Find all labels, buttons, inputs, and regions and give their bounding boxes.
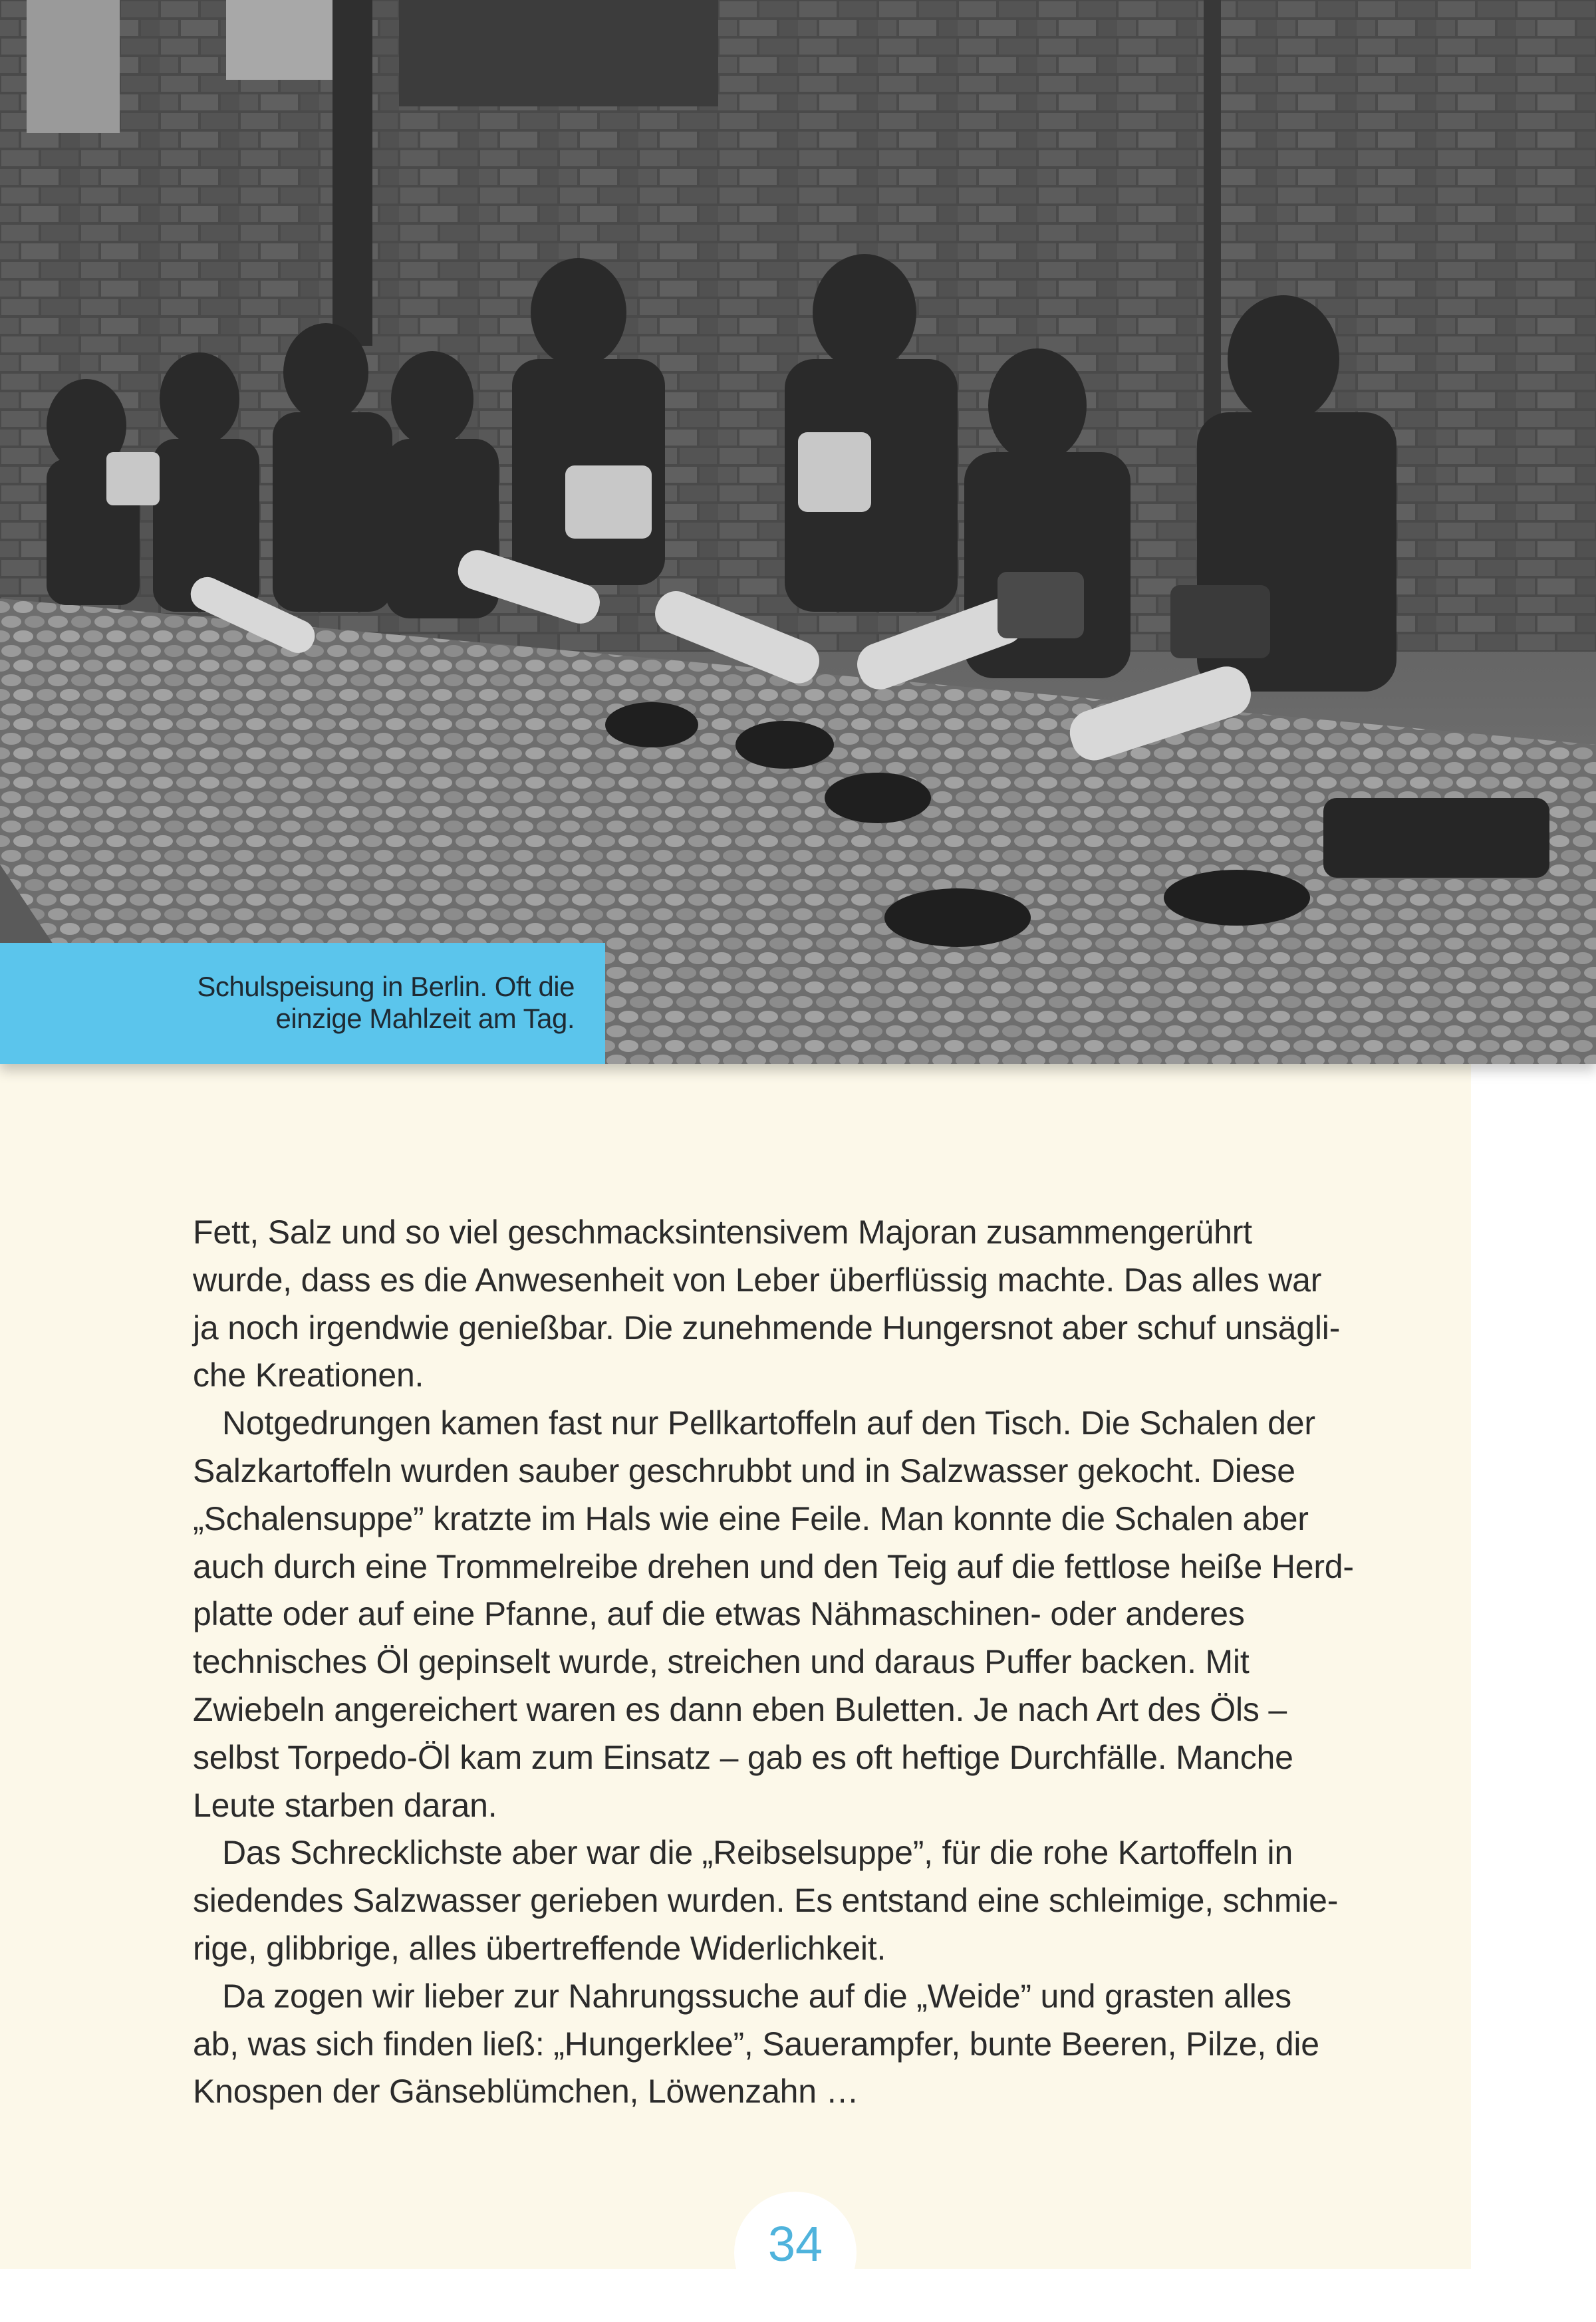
body-line: technisches Öl gepinselt wurde, streichen und daraus Puffer backen. Mit bbox=[193, 1643, 1250, 1681]
body-line: auch durch eine Trommelreibe drehen und den Teig auf die fettlose heiße Herd- bbox=[193, 1547, 1354, 1585]
body-line: Leute starben daran. bbox=[193, 1786, 497, 1824]
caption-line-2: einzige Mahlzeit am Tag. bbox=[275, 1003, 575, 1034]
body-line: ja noch irgendwie genießbar. Die zunehmende Hungersnot aber schuf unsägli- bbox=[193, 1309, 1341, 1347]
body-line: Zwiebeln angereichert waren es dann eben Buletten. Je nach Art des Öls – bbox=[193, 1690, 1287, 1728]
body-line: rige, glibbrige, alles übertreffende Widerlichkeit. bbox=[193, 1929, 886, 1967]
photo-caption bbox=[0, 943, 605, 1064]
body-line: platte oder auf eine Pfanne, auf die etwas Nähmaschinen- oder anderes bbox=[193, 1595, 1245, 1633]
body-line: selbst Torpedo-Öl kam zum Einsatz – gab es oft heftige Durchfälle. Manche bbox=[193, 1738, 1293, 1776]
body-line: Notgedrungen kamen fast nur Pellkartoffeln auf den Tisch. Die Schalen der bbox=[222, 1404, 1315, 1442]
caption-line-1: Schulspeisung in Berlin. Oft die bbox=[197, 971, 575, 1002]
body-line: Das Schrecklichste aber war die „Reibselsuppe”, für die rohe Kartoffeln in bbox=[222, 1834, 1293, 1872]
body-text bbox=[193, 1209, 1410, 2116]
body-line: Salzkartoffeln wurden sauber geschrubbt und in Salzwasser gekocht. Diese bbox=[193, 1452, 1295, 1489]
body-line: siedendes Salzwasser gerieben wurden. Es entstand eine schleimige, schmie- bbox=[193, 1882, 1339, 1920]
body-line: Da zogen wir lieber zur Nahrungssuche auf die „Weide” und grasten alles bbox=[222, 1977, 1291, 2015]
body-line: wurde, dass es die Anwesenheit von Leber überflüssig machte. Das alles war bbox=[193, 1261, 1322, 1299]
photo-school-meal bbox=[0, 0, 1596, 1064]
body-line: Fett, Salz und so viel geschmacksintensivem Majoran zusammengerührt bbox=[193, 1214, 1252, 1251]
body-line: Knospen der Gänseblümchen, Löwenzahn … bbox=[193, 2073, 859, 2111]
page-number: 34 bbox=[767, 2216, 823, 2271]
body-line: „Schalensuppe” kratzte im Hals wie eine Feile. Man konnte die Schalen aber bbox=[193, 1499, 1309, 1537]
body-line: che Kreationen. bbox=[193, 1356, 424, 1394]
body-line: ab, was sich finden ließ: „Hungerklee”, Sauerampfer, bunte Beeren, Pilze, die bbox=[193, 2025, 1319, 2063]
